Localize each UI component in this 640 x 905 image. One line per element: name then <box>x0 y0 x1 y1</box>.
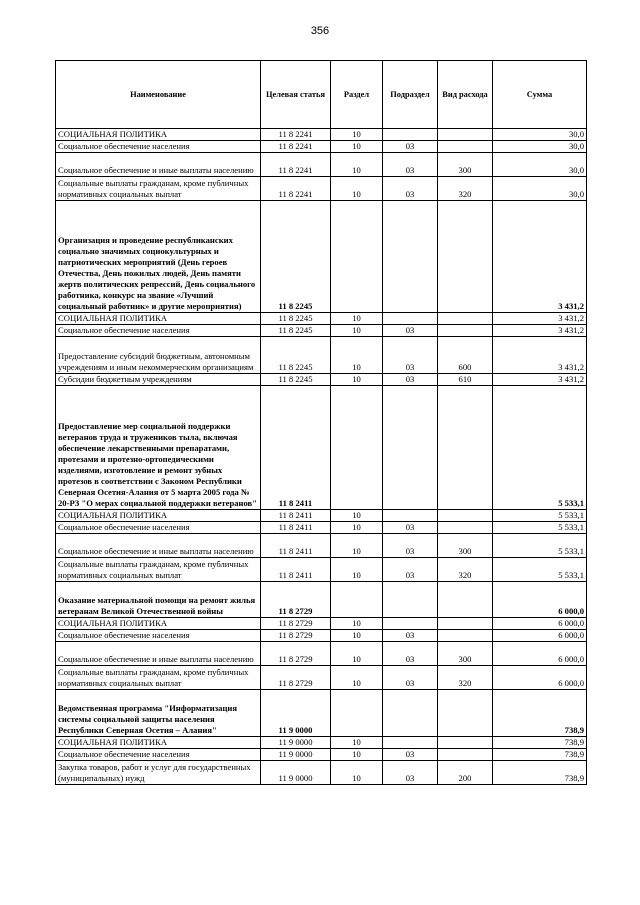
cell-sum: 738,9 <box>493 761 587 785</box>
cell-subsection <box>383 510 438 522</box>
cell-target: 11 8 2729 <box>261 642 331 666</box>
cell-name: Ведомственная программа "Информатизация системы социальной защиты населения Республики Северная Осетия – Алания" <box>56 690 261 737</box>
cell-type <box>438 618 493 630</box>
cell-target: 11 9 0000 <box>261 690 331 737</box>
cell-subsection: 03 <box>383 666 438 690</box>
cell-target: 11 8 2411 <box>261 510 331 522</box>
cell-target: 11 8 2241 <box>261 153 331 177</box>
cell-subsection <box>383 129 438 141</box>
cell-sum: 5 533,1 <box>493 534 587 558</box>
cell-section: 10 <box>331 534 383 558</box>
cell-section: 10 <box>331 153 383 177</box>
table-row <box>56 141 587 153</box>
cell-name: Социальное обеспечение населения <box>56 749 261 761</box>
cell-target: 11 9 0000 <box>261 761 331 785</box>
table-row <box>56 313 587 325</box>
cell-section: 10 <box>331 129 383 141</box>
column-header-sum: Сумма <box>493 61 587 129</box>
cell-target: 11 8 2245 <box>261 337 331 374</box>
cell-section: 10 <box>331 558 383 582</box>
table-body <box>56 129 587 785</box>
cell-name: Социальные выплаты гражданам, кроме публичных нормативных социальных выплат <box>56 666 261 690</box>
table-row <box>56 618 587 630</box>
cell-sum: 30,0 <box>493 153 587 177</box>
cell-subsection: 03 <box>383 153 438 177</box>
cell-subsection <box>383 313 438 325</box>
cell-name: СОЦИАЛЬНАЯ ПОЛИТИКА <box>56 510 261 522</box>
cell-type <box>438 630 493 642</box>
cell-section: 10 <box>331 374 383 386</box>
cell-target: 11 8 2729 <box>261 630 331 642</box>
table-row <box>56 153 587 177</box>
cell-sum: 30,0 <box>493 177 587 201</box>
cell-sum: 5 533,1 <box>493 558 587 582</box>
cell-section: 10 <box>331 618 383 630</box>
cell-type <box>438 129 493 141</box>
table-row <box>56 690 587 737</box>
cell-sum: 30,0 <box>493 129 587 141</box>
cell-target: 11 8 2729 <box>261 666 331 690</box>
cell-subsection <box>383 618 438 630</box>
cell-name: Субсидии бюджетным учреждениям <box>56 374 261 386</box>
column-header-subsection: Подраздел <box>383 61 438 129</box>
cell-type <box>438 522 493 534</box>
table-row <box>56 558 587 582</box>
table-row <box>56 749 587 761</box>
table-row <box>56 325 587 337</box>
cell-sum: 30,0 <box>493 141 587 153</box>
cell-subsection: 03 <box>383 374 438 386</box>
cell-subsection: 03 <box>383 642 438 666</box>
cell-target: 11 8 2245 <box>261 374 331 386</box>
cell-subsection: 03 <box>383 558 438 582</box>
table-row <box>56 510 587 522</box>
cell-section: 10 <box>331 510 383 522</box>
cell-subsection <box>383 582 438 618</box>
cell-type: 320 <box>438 177 493 201</box>
table-row <box>56 522 587 534</box>
cell-type <box>438 690 493 737</box>
cell-subsection: 03 <box>383 177 438 201</box>
cell-name: СОЦИАЛЬНАЯ ПОЛИТИКА <box>56 618 261 630</box>
cell-subsection: 03 <box>383 522 438 534</box>
table-row <box>56 630 587 642</box>
cell-section: 10 <box>331 642 383 666</box>
cell-sum: 5 533,1 <box>493 510 587 522</box>
cell-section: 10 <box>331 761 383 785</box>
cell-name: Социальное обеспечение населения <box>56 522 261 534</box>
cell-type: 200 <box>438 761 493 785</box>
table-row <box>56 666 587 690</box>
cell-name: Социальное обеспечение и иные выплаты населению <box>56 153 261 177</box>
cell-section: 10 <box>331 337 383 374</box>
cell-target: 11 8 2241 <box>261 129 331 141</box>
cell-sum: 738,9 <box>493 690 587 737</box>
cell-sum: 3 431,2 <box>493 337 587 374</box>
table-row <box>56 737 587 749</box>
cell-target: 11 8 2411 <box>261 522 331 534</box>
cell-target: 11 8 2241 <box>261 141 331 153</box>
cell-name: Социальное обеспечение населения <box>56 141 261 153</box>
cell-section: 10 <box>331 630 383 642</box>
cell-subsection <box>383 737 438 749</box>
cell-type <box>438 749 493 761</box>
table-row <box>56 534 587 558</box>
cell-type: 320 <box>438 666 493 690</box>
table-row <box>56 177 587 201</box>
cell-subsection: 03 <box>383 534 438 558</box>
cell-subsection <box>383 386 438 510</box>
cell-type <box>438 582 493 618</box>
table-row <box>56 386 587 510</box>
cell-type: 320 <box>438 558 493 582</box>
column-header-target: Целевая статья <box>261 61 331 129</box>
cell-name: СОЦИАЛЬНАЯ ПОЛИТИКА <box>56 737 261 749</box>
cell-subsection: 03 <box>383 749 438 761</box>
cell-section: 10 <box>331 737 383 749</box>
cell-target: 11 8 2729 <box>261 618 331 630</box>
cell-name: СОЦИАЛЬНАЯ ПОЛИТИКА <box>56 313 261 325</box>
table-row <box>56 201 587 313</box>
cell-type <box>438 141 493 153</box>
cell-section <box>331 690 383 737</box>
cell-name: Социальные выплаты гражданам, кроме публичных нормативных социальных выплат <box>56 177 261 201</box>
cell-sum: 738,9 <box>493 749 587 761</box>
table-row <box>56 761 587 785</box>
cell-type <box>438 325 493 337</box>
cell-sum: 3 431,2 <box>493 313 587 325</box>
cell-target: 11 8 2729 <box>261 582 331 618</box>
cell-sum: 6 000,0 <box>493 630 587 642</box>
cell-subsection: 03 <box>383 337 438 374</box>
cell-section: 10 <box>331 325 383 337</box>
page-number: 356 <box>310 25 330 37</box>
table-row <box>56 642 587 666</box>
cell-name: Предоставление субсидий бюджетным, автономным учреждениям и иным некоммерческим организациям <box>56 337 261 374</box>
cell-sum: 6 000,0 <box>493 666 587 690</box>
cell-target: 11 8 2245 <box>261 313 331 325</box>
cell-section <box>331 386 383 510</box>
cell-subsection: 03 <box>383 141 438 153</box>
cell-target: 11 8 2411 <box>261 534 331 558</box>
cell-name: Организация и проведение республиканских социально значимых социокультурных и патриотических мероприятий (День героев Отечества, День пожилых людей, День памяти жертв политических репрессий, День социального работника, конкурс на звание «Лучший социальный работник» и другие мероприятия) <box>56 201 261 313</box>
cell-section: 10 <box>331 666 383 690</box>
cell-subsection <box>383 690 438 737</box>
cell-sum: 5 533,1 <box>493 386 587 510</box>
cell-sum: 5 533,1 <box>493 522 587 534</box>
column-header-type: Вид расхода <box>438 61 493 129</box>
table-header-row <box>56 61 587 129</box>
cell-target: 11 9 0000 <box>261 737 331 749</box>
cell-type <box>438 201 493 313</box>
cell-type <box>438 313 493 325</box>
cell-name: СОЦИАЛЬНАЯ ПОЛИТИКА <box>56 129 261 141</box>
table-row <box>56 374 587 386</box>
cell-name: Социальное обеспечение населения <box>56 325 261 337</box>
cell-target: 11 8 2245 <box>261 201 331 313</box>
cell-target: 11 9 0000 <box>261 749 331 761</box>
cell-type: 300 <box>438 534 493 558</box>
table-row <box>56 582 587 618</box>
cell-name: Социальное обеспечение и иные выплаты населению <box>56 534 261 558</box>
cell-type <box>438 510 493 522</box>
cell-section: 10 <box>331 141 383 153</box>
cell-name: Предоставление мер социальной поддержки ветеранов труда и тружеников тыла, включая обеспечение лекарственными препаратами, протезами и протезно-ортопедическими изделиями, изготовление и ремонт зубных протезов в соответствии с Законом Республики Северная Осетия-Алания от 5 марта 2005 года № 20-РЗ "О мерах социальной поддержки ветеранов" <box>56 386 261 510</box>
cell-sum: 6 000,0 <box>493 642 587 666</box>
cell-target: 11 8 2411 <box>261 558 331 582</box>
cell-target: 11 8 2245 <box>261 325 331 337</box>
table-row <box>56 129 587 141</box>
cell-section: 10 <box>331 749 383 761</box>
cell-name: Оказание материальной помощи на ремонт жилья ветеранам Великой Отечественной войны <box>56 582 261 618</box>
cell-section <box>331 201 383 313</box>
column-header-section: Раздел <box>331 61 383 129</box>
cell-subsection: 03 <box>383 325 438 337</box>
cell-target: 11 8 2241 <box>261 177 331 201</box>
cell-sum: 3 431,2 <box>493 201 587 313</box>
cell-section: 10 <box>331 177 383 201</box>
cell-type <box>438 737 493 749</box>
cell-type: 610 <box>438 374 493 386</box>
cell-type: 300 <box>438 153 493 177</box>
cell-subsection <box>383 201 438 313</box>
cell-name: Социальные выплаты гражданам, кроме публичных нормативных социальных выплат <box>56 558 261 582</box>
budget-table <box>55 60 587 785</box>
cell-sum: 6 000,0 <box>493 582 587 618</box>
cell-type: 600 <box>438 337 493 374</box>
cell-sum: 6 000,0 <box>493 618 587 630</box>
cell-subsection: 03 <box>383 630 438 642</box>
cell-type: 300 <box>438 642 493 666</box>
cell-name: Социальное обеспечение населения <box>56 630 261 642</box>
cell-target: 11 8 2411 <box>261 386 331 510</box>
cell-section: 10 <box>331 522 383 534</box>
cell-name: Закупка товаров, работ и услуг для государственных (муниципальных) нужд <box>56 761 261 785</box>
cell-sum: 3 431,2 <box>493 374 587 386</box>
cell-sum: 3 431,2 <box>493 325 587 337</box>
cell-name: Социальное обеспечение и иные выплаты населению <box>56 642 261 666</box>
cell-section: 10 <box>331 313 383 325</box>
cell-subsection: 03 <box>383 761 438 785</box>
column-header-name: Наименование <box>56 61 261 129</box>
cell-type <box>438 386 493 510</box>
cell-section <box>331 582 383 618</box>
cell-sum: 738,9 <box>493 737 587 749</box>
table-row <box>56 337 587 374</box>
